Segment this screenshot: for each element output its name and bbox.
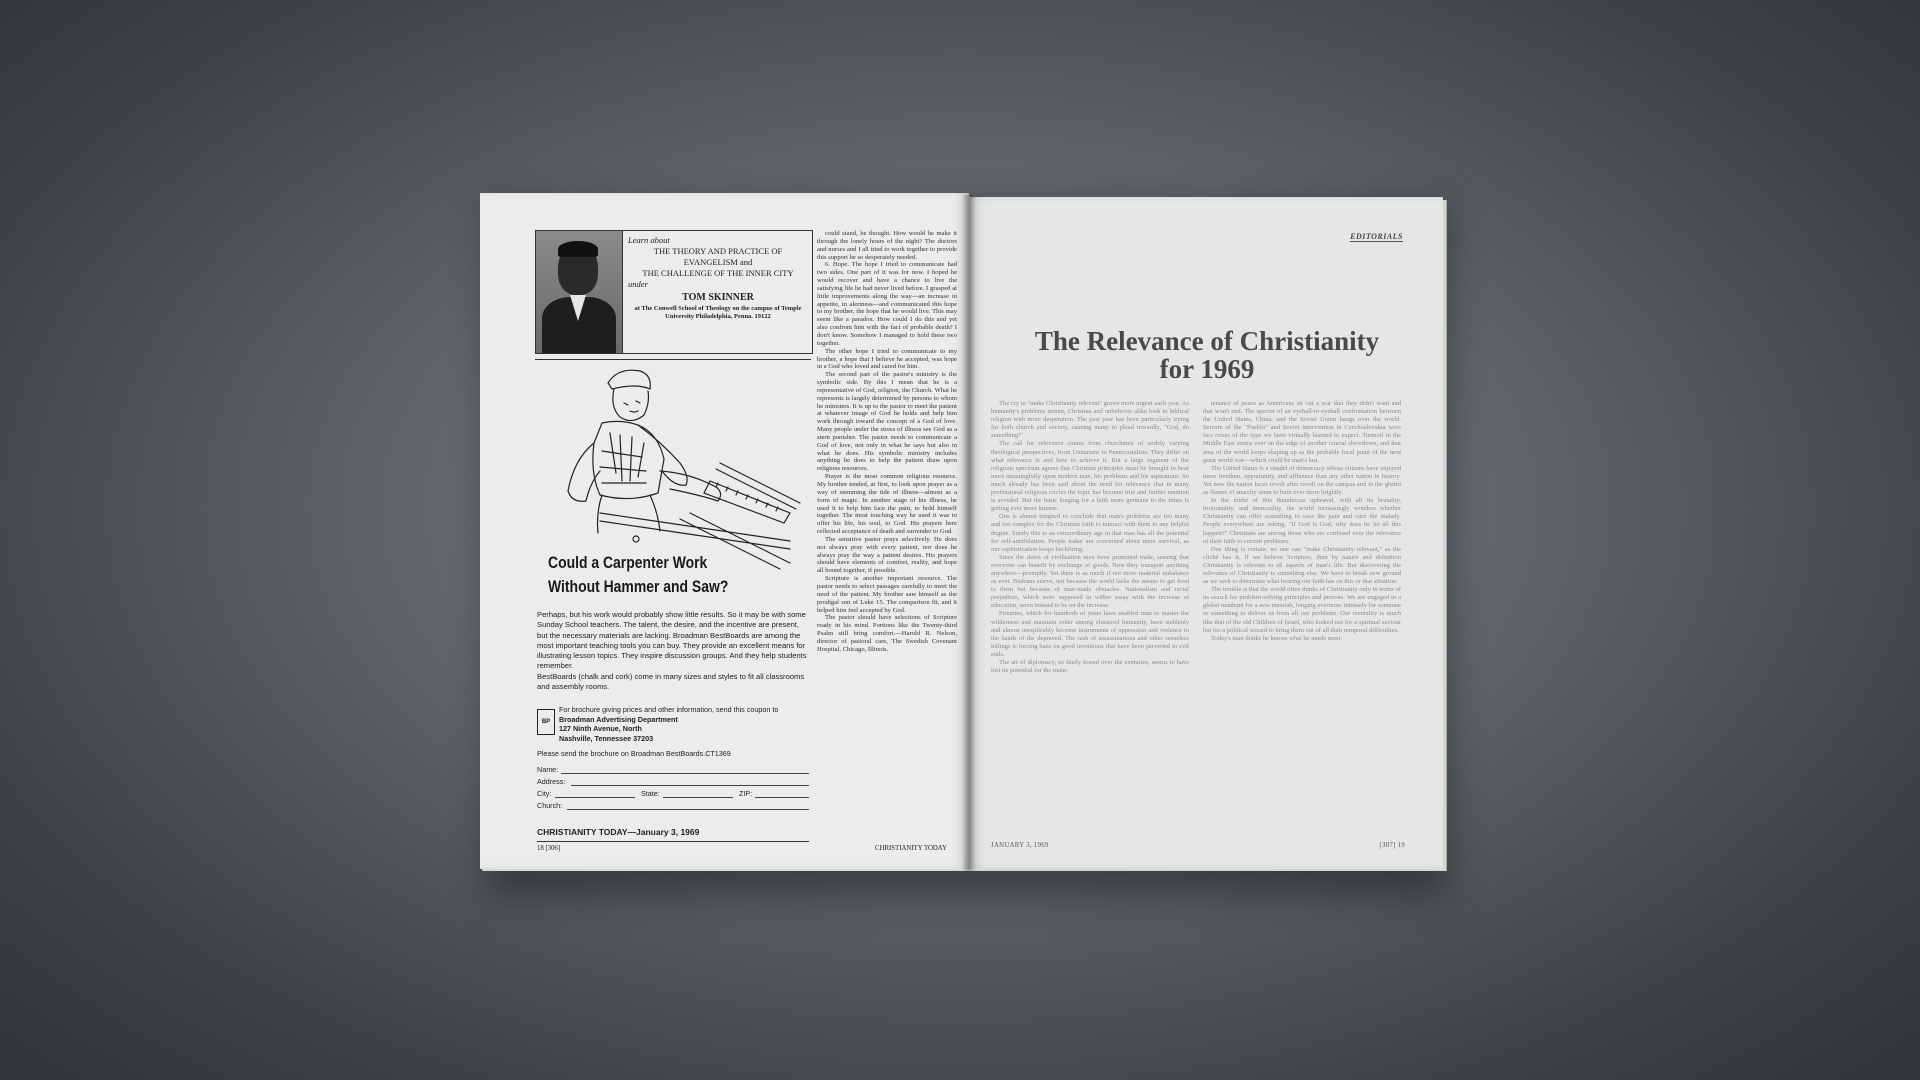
name-field[interactable]	[537, 765, 809, 777]
column-paragraph: could stand, he thought. How would he make it through the lonely hours of the night? The doctors and nurses and I all tried to work together to provide this support he so desperately needed.	[817, 230, 957, 261]
name-label: Name:	[537, 764, 559, 774]
speaker-name: TOM SKINNER	[682, 292, 754, 303]
city-label: City:	[537, 788, 552, 798]
editorial-paragraph: The trouble is that the world often thinks of Christianity only in terms of its search for problem-solving principles and persons. We are engaged in a global manhunt for a new messiah, longing evermore intensely for someone or something to deliver us from all our problems. Our mentality is much like that of the old Children of Israel, who looked not for a spiritual saviour but for a political wizard to bring them out of all their temporal difficulties.	[1203, 586, 1401, 634]
left-running-title: CHRISTIANITY TODAY	[875, 845, 947, 852]
send-line: Please send the brochure on Broadman BestBoards.CT1369	[537, 749, 731, 758]
ad-body	[537, 610, 809, 692]
theology-ad-text	[628, 235, 808, 321]
editorial-paragraph: Firearms, which for hundreds of years have enabled man to master the wilderness and maintain order among clustered humanity, have suddenly and almost inexplicably become instruments of oppression and violence in the hands of the depraved. The rash of assassinations and other senseless killings is forcing bans on good inventions that have been perverted to evil ends.	[991, 610, 1189, 658]
right-footer-date: JANUARY 3, 1969	[991, 842, 1049, 849]
editorial-paragraph: The cry to "make Christianity relevant" grows more urgent each year. As humanity's problems mount, Christian and unbeliever alike look to biblical religion with more desperation. The past year has been particularly trying for both church and society, causing many to plead inwardly, "God, do something!"	[991, 400, 1189, 440]
state-label: State:	[641, 788, 660, 798]
ad-body-paragraph-2: BestBoards (chalk and cork) come in many sizes and styles to fit all classrooms and assembly rooms.	[537, 671, 805, 692]
editorial-paragraph: Today's man thinks he knows what he needs most:	[1211, 634, 1343, 642]
editorial-column-1	[991, 400, 1189, 840]
column-paragraph: The other hope I tried to communicate to my brother, a hope that I believe he accepted, was hope in a God who loved and cared for him.	[817, 347, 957, 371]
ad-headline	[548, 551, 761, 599]
learn-about: Learn about	[628, 235, 670, 245]
address-label: Address:	[537, 776, 566, 786]
portrait-photo	[536, 231, 623, 353]
theology-ad	[535, 230, 813, 354]
coupon	[537, 705, 809, 813]
left-page	[480, 193, 969, 869]
right-footer	[991, 842, 1405, 849]
section-label: EDITORIALS	[1350, 232, 1403, 241]
editorial-paragraph: The call for relevance comes from churchmen of widely varying theological perspectives, from Unitarians to Pentecostalists. They differ on what relevance is and how to achieve it. But a large segment of the religious spectrum agrees that Christian principles must be brought to bear more meaningfully upon modern man, his problems and his aspirations. So much already has been said about the need for relevance that in many professional religious circles the topic has become trite and further mention is avoided. But the basic longing for a faith more germane to the times is getting ever more intense.	[991, 440, 1189, 513]
editorial-column-2	[1203, 400, 1401, 840]
masthead: CHRISTIANITY TODAY—January 3, 1969	[537, 827, 809, 842]
column-paragraph: Scripture is another important resource. The pastor needs to select passages carefully to meet the need of the patient. My brother saw himself as the prodigal son of Luke 15. The comparison fit, and it helped him feel accepted by God.	[817, 575, 957, 614]
left-page-number: 18 [306]	[537, 845, 561, 852]
zip-label: ZIP:	[739, 788, 753, 798]
column-paragraph: The pastor should have selections of Scripture ready in his mind. Portions like the Twenty-third Psalm still bring comfort.—Harold R. Nelson, director of pastoral care, The Swedish Covenant Hospital, Chicago, Illinois.	[817, 614, 957, 653]
editorial-paragraph: tenance of peace as Americans sit out a war that they didn't want and that won't end. The specter of an eyeball-to-eyeball confrontation between the United States, China, and the Soviet Union hangs over the world. Seizure of the "Pueblo" and Soviet intervention in Czechoslovakia were two crises of the type we have virtually learned to expect. Turmoil in the Middle East seems ever on the edge of another crucial showdown, and that area of the world keeps shaping up as the probable focal point of the next great world war—which could be man's last.	[1203, 400, 1401, 464]
divider	[535, 359, 811, 360]
right-page-number: [307] 19	[1379, 842, 1405, 849]
address-line-2: 127 Ninth Avenue, North	[559, 724, 642, 733]
coupon-intro: For brochure giving prices and other information, send this coupon to	[559, 705, 779, 714]
right-page	[969, 197, 1443, 869]
subject-line-1: THE THEORY AND PRACTICE OF EVANGELISM and	[653, 246, 783, 267]
spine-gutter	[962, 195, 976, 871]
address-line-3: Nashville, Tennessee 37203	[559, 733, 654, 743]
editorial-paragraph: The art of diplomacy, so finely honed over the centuries, seems to have lost its potential for the main-	[991, 659, 1189, 675]
article-column	[817, 230, 957, 832]
carpenter-illustration	[540, 363, 810, 571]
ad-headline-line-1: Could a Carpenter Work	[548, 553, 708, 572]
column-paragraph: The second part of the pastor's ministry is the symbolic side. By this I mean that he is a representative of God, religion, the Church. What he represents is largely determined by persons to whom he ministers. It is up to the pastor to meet the patient at whatever image of God he holds and help him work through toward the concept of a God of love. Many people under the stress of illness see God as a stern punisher. The pastor needs to communicate a God of love, not only in what he says but also in what he does. His symbolic ministry includes anything he does to help the patient draw upon religious resources.	[817, 371, 957, 473]
editorial-paragraph: In the midst of this thunderous upheaval, with all its brutality, irrationality, and immorality, the world increasingly wonders whether Christianity can offer something to ease the pain and cure the malady. People everywhere are asking, "If God is God, why does he let all this happen?" Christians are among those who are confused over the relevance of their faith to current problems.	[1203, 497, 1401, 545]
ad-headline-line-2: Without Hammer and Saw?	[548, 577, 729, 596]
editorial-paragraph: The United States is a citadel of democracy whose citizens have enjoyed more freedom, opportunity, and affluence than any other nation in history. Yet now the nation faces revolt after revolt on the campus and in the ghetto as flames of anarchy seem to burn ever more brightly.	[1203, 464, 1401, 497]
column-paragraph: 6. Hope. The hope I tried to communicate had two sides. One part of it was for now. I hoped he would recover and have a chance to live the satisfying life he had never lived before. I grasped at little improvements along the way—an increase in appetite, in alertness—and communicated this hope to my brother, the hope that he would live. This may seem like a paradox. How could I do this and yet also confront him with the fact of probable death? I don't know. Somehow I managed to hold these two together.	[817, 261, 957, 347]
city-state-zip-field[interactable]	[537, 789, 809, 801]
headline-line-2: for 1969	[1159, 354, 1255, 384]
institution: at The Conwell School of Theology on the campus of Temple University Philadelphia, Penna. 19122	[634, 305, 802, 320]
address-field[interactable]	[537, 777, 809, 789]
editorial-paragraph: Since the dawn of civilization men have promoted trade, sensing that everyone can benefit by exchange of goods. Now they transport anything anywhere—promptly. Yet there is as much if not more material imbalance as ever. Biafrans starve, not because the world lacks the means to get food to them but because of man-made obstacles. Nationalism and racial prejudices, which were supposed to wither away with the increase of education, seem instead to be on the increase.	[991, 553, 1189, 610]
church-field[interactable]	[537, 801, 809, 813]
column-paragraph: The sensitive pastor prays selectively. He does not always pray with every patient, nor does he always pray the way a patient desires. His prayers should have elements of comfort, reality, and hope all bound together, if possible.	[817, 535, 957, 575]
editorial-headline	[997, 327, 1417, 383]
headline-line-1: The Relevance of Christianity	[1034, 326, 1380, 356]
editorial-paragraph: One is almost tempted to conclude that man's problems are too many and too complex for the Christian faith to interact with them to any helpful degree. Surely this is an extraordinary age in that man has all the potential for self-annihilation. People today are concerned about mere survival, as our sophistication keeps backfiring.	[991, 513, 1189, 553]
ad-body-paragraph: Perhaps, but his work would probably show little results. So it may be with some Sunday School teachers. The talent, the desire, and the incentive are present, but the necessary materials are lacking. Broadman BestBoards are among the most important teaching tools you can buy. They provide an excellent means for illustrating lesson topics. They inspire discussion groups. And they help students remember.	[537, 610, 807, 671]
under-label: under	[628, 279, 648, 289]
editorial-paragraph: One thing is certain: no one can "make Christianity relevant," as the cliché has it. If we believe Scripture, then by nature and definition Christianity is relevant to all aspects of man's life. But discovering the relevance of Christianity is something else. We have to break new ground as we seek to determine what bearing our faith has on this or that situation.	[1203, 545, 1401, 586]
left-footer	[537, 845, 947, 852]
church-label: Church:	[537, 800, 563, 810]
subject-line-2: THE CHALLENGE OF THE INNER CITY	[642, 268, 794, 278]
broadman-logo: BP	[537, 709, 555, 735]
address-line-1: Broadman Advertising Department	[559, 714, 678, 724]
column-paragraph: Prayer is the most common religious resource. My brother tended, at first, to look upon prayer as a way of stemming the tide of illness—almost as a form of magic. In another stage of his illness, he used it to help him face the pain, to hold himself together. The most touching way he used it was to offer his life, his soul, to God. His prayers here reflected acceptance of death and surrender to God.	[817, 473, 957, 536]
